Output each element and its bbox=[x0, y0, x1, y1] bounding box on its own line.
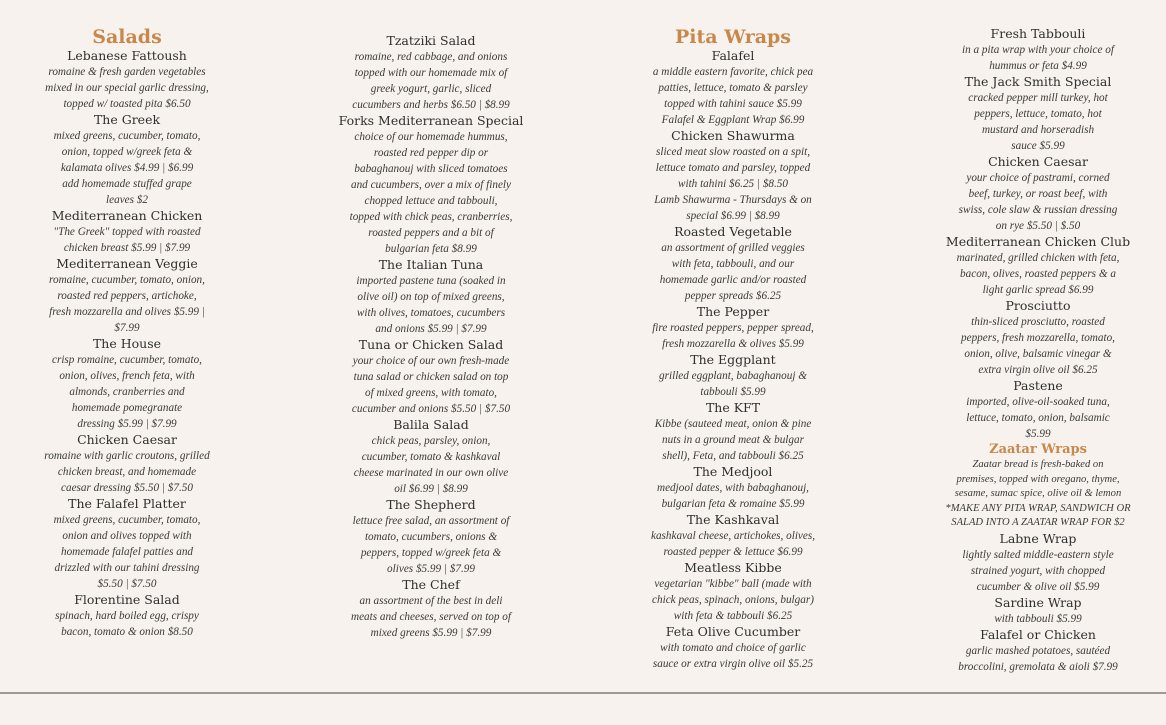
menu-item-name: The Shepherd bbox=[386, 497, 476, 512]
menu-item-description: in a pita wrap with your choice of hummus or feta $4.99 bbox=[962, 44, 1114, 72]
menu-item-description: romaine, cucumber, tomato, onion, roasted red peppers, artichoke, fresh mozzarella and olives $5.99 | $7.99 bbox=[49, 274, 205, 334]
menu-item bbox=[28, 432, 226, 496]
menu-item-name: The Chef bbox=[402, 577, 460, 592]
menu-item-description: medjool dates, with babaghanouj, bulgarian feta & romaine $5.99 bbox=[657, 482, 809, 510]
menu-item-name: The Medjool bbox=[693, 464, 773, 479]
menu-item-description: with tabbouli $5.99 bbox=[994, 612, 1082, 625]
menu-item-description: romaine & fresh garden vegetables mixed in our special garlic dressing, topped w/ toasted pita $6.50 bbox=[45, 66, 209, 110]
menu-item-description: kashkaval cheese, artichokes, olives, roasted pepper & lettuce $6.99 bbox=[650, 530, 816, 558]
menu-item-description: vegetarian "kibbe" ball (made with chick peas, spinach, onions, bulgar) with feta & tabbouli $6.25 bbox=[652, 578, 814, 622]
menu-item-name: Labne Wrap bbox=[999, 530, 1077, 546]
menu-item-description: romaine, red cabbage, and onions topped with our homemade mix of greek yogurt, garlic, sliced cucumbers and herbs $6.50 | $8.99 bbox=[352, 51, 510, 111]
menu-item-name: Tuna or Chicken Salad bbox=[358, 337, 504, 352]
menu-item-description: fire roasted peppers, pepper spread, fresh mozzarella & olives $5.99 bbox=[652, 322, 814, 350]
zaatar-wraps-note: Zaatar bread is fresh-baked on premises, topped with oregano, thyme, sesame, sumac spice, olive oil & lemon *MAKE ANY PITA WRAP, SANDWICH OR SALAD INTO A ZAATAR WRAP FOR $2 bbox=[945, 459, 1131, 528]
menu-item-description: an assortment of the best in deli meats and cheeses, served on top of mixed greens $5.99 | $7.99 bbox=[350, 595, 511, 639]
menu-item-name: Mediterranean Chicken bbox=[51, 208, 203, 223]
menu-item-name: Chicken Caesar bbox=[77, 432, 177, 447]
menu-item-name: Feta Olive Cucumber bbox=[665, 624, 801, 639]
menu-item-description: your choice of our own fresh-made tuna salad or chicken salad on top of mixed greens, with tomato, cucumber and onions $5.50 | $7.50 bbox=[351, 355, 511, 415]
pita-wraps-column bbox=[634, 26, 832, 718]
menu-item-description: a middle eastern favorite, chick pea patties, lettuce, tomato & parsley topped with tahini sauce $5.99 Falafel & Eggplant Wrap $6.99 bbox=[652, 66, 814, 126]
menu-item-name: Mediterranean Veggie bbox=[56, 256, 198, 271]
menu-item-description: "The Greek" topped with roasted chicken breast $5.99 | $7.99 bbox=[53, 226, 201, 254]
menu-item bbox=[938, 627, 1138, 675]
menu-item-description: chick peas, parsley, onion, cucumber, tomato & kashkaval cheese marinated in our own olive oil $6.99 | $8.99 bbox=[353, 435, 509, 495]
menu-item bbox=[938, 531, 1138, 595]
menu-item-name: Prosciutto bbox=[1005, 298, 1071, 313]
menu-item bbox=[332, 113, 530, 257]
menu-item-description: mixed greens, cucumber, tomato, onion, topped w/greek feta & kalamata olives $4.99 | $6.99 add homemade stuffed grape leaves $2 bbox=[53, 130, 201, 206]
salads-heading: Salads bbox=[92, 26, 162, 48]
menu-item bbox=[634, 128, 832, 224]
menu-item bbox=[938, 378, 1138, 442]
menu-item-name: Sardine Wrap bbox=[994, 594, 1082, 610]
menu-item bbox=[28, 336, 226, 432]
menu-item bbox=[634, 560, 832, 624]
menu-item-description: an assortment of grilled veggies with feta, tabbouli, and our homemade garlic and/or roasted pepper spreads $6.25 bbox=[659, 242, 807, 302]
menu-item-name: The Italian Tuna bbox=[378, 257, 484, 272]
menu-item bbox=[938, 234, 1138, 298]
menu-item bbox=[332, 257, 530, 337]
menu-item bbox=[634, 48, 832, 128]
menu-item-description: grilled eggplant, babaghanouj & tabbouli $5.99 bbox=[659, 370, 807, 398]
menu-item bbox=[28, 112, 226, 208]
menu-item-description: cracked pepper mill turkey, hot peppers, lettuce, tomato, hot mustard and horseradish sauce $5.99 bbox=[968, 92, 1108, 152]
menu-item bbox=[938, 298, 1138, 378]
zaatar-wraps-list bbox=[938, 531, 1138, 675]
menu-item bbox=[332, 417, 530, 497]
menu-item-name: The Falafel Platter bbox=[68, 496, 186, 511]
menu-item bbox=[332, 337, 530, 417]
menu-item-description: mixed greens, cucumber, tomato, onion and olives topped with homemade falafel patties and drizzled with our tahini dressing $5.50 | $7.50 bbox=[53, 514, 201, 590]
salads-column bbox=[28, 26, 226, 718]
menu-item-name: Pastene bbox=[1013, 378, 1063, 393]
menu-item-description: imported pastene tuna (soaked in olive oil) on top of mixed greens, with olives, tomatoes, cucumbers and onions $5.99 | $7.99 bbox=[356, 275, 506, 335]
menu-item-name: The KFT bbox=[705, 400, 761, 415]
menu-item-name: Chicken Shawurma bbox=[671, 128, 795, 143]
menu-item-name: Mediterranean Chicken Club bbox=[945, 234, 1131, 249]
menu-item bbox=[938, 74, 1138, 154]
menu-item-name: The Jack Smith Special bbox=[964, 74, 1112, 89]
menu-item-name: Forks Mediterranean Special bbox=[338, 113, 524, 128]
menu-item-description: lettuce free salad, an assortment of tomato, cucumbers, onions & peppers, topped w/greek feta & olives $5.99 | $7.99 bbox=[352, 515, 510, 575]
menu-item-name: The Greek bbox=[93, 112, 161, 127]
menu-item-name: Falafel bbox=[711, 48, 755, 63]
pita-wraps-list bbox=[634, 48, 832, 672]
menu-item-name: The Pepper bbox=[696, 304, 770, 319]
menu-item-description: crisp romaine, cucumber, tomato, onion, olives, french feta, with almonds, cranberries and homemade pomegranate dressing $5.99 | $7.99 bbox=[52, 354, 202, 430]
menu-item-description: garlic mashed potatoes, sautéed broccolini, gremolata & aioli $7.99 bbox=[958, 644, 1118, 673]
menu-item-name: Tzatziki Salad bbox=[386, 33, 476, 48]
menu-item bbox=[28, 48, 226, 112]
menu-item bbox=[28, 208, 226, 256]
salads-list-continued bbox=[332, 33, 530, 641]
pita-wraps-heading: Pita Wraps bbox=[675, 26, 791, 48]
menu-item-description: your choice of pastrami, corned beef, turkey, or roast beef, with swiss, cole slaw & russian dressing on rye $5.50 | $.50 bbox=[958, 172, 1118, 232]
menu-item-description: spinach, hard boiled egg, crispy bacon, tomato & onion $8.50 bbox=[55, 610, 199, 638]
menu-item bbox=[634, 400, 832, 464]
menu-item-name: Balila Salad bbox=[393, 417, 469, 432]
wraps-list-continued bbox=[938, 26, 1138, 442]
menu-item bbox=[938, 595, 1138, 627]
menu-item bbox=[634, 624, 832, 672]
menu-item bbox=[938, 154, 1138, 234]
menu-item bbox=[634, 464, 832, 512]
menu-item-description: thin-sliced prosciutto, roasted peppers, fresh mozzarella, tomato, onion, olive, balsamic vinegar & extra virgin olive oil $6.25 bbox=[961, 316, 1115, 376]
menu-item-name: Falafel or Chicken bbox=[980, 626, 1096, 642]
menu-item-name: The House bbox=[92, 336, 162, 351]
menu-item-description: marinated, grilled chicken with feta, bacon, olives, roasted peppers & a light garlic spread $6.99 bbox=[956, 252, 1120, 296]
menu-item-description: lightly salted middle-eastern style strained yogurt, with chopped cucumber & olive oil $5.99 bbox=[962, 548, 1114, 593]
wraps-column-continued bbox=[938, 26, 1138, 718]
zaatar-wraps-heading: Zaatar Wraps bbox=[989, 442, 1087, 457]
menu-item bbox=[28, 256, 226, 336]
menu-item bbox=[634, 304, 832, 352]
menu-item-name: Florentine Salad bbox=[74, 592, 180, 607]
menu-item bbox=[332, 577, 530, 641]
menu-item-description: Kibbe (sauteed meat, onion & pine nuts in a ground meat & bulgar shell), Feta, and tabbouli $6.25 bbox=[654, 418, 812, 462]
menu-item-name: The Eggplant bbox=[690, 352, 776, 367]
menu-item-name: Lebanese Fattoush bbox=[67, 48, 187, 63]
menu-item bbox=[938, 26, 1138, 74]
menu-item-description: sliced meat slow roasted on a spit, lettuce tomato and parsley, topped with tahini $6.25 | $8.50 Lamb Shawurma - Thursdays & on special $6.99 | $8.99 bbox=[654, 146, 812, 222]
menu-item-name: Fresh Tabbouli bbox=[990, 26, 1086, 41]
menu-item bbox=[634, 224, 832, 304]
salads-list bbox=[28, 48, 226, 640]
menu-item-name: Chicken Caesar bbox=[988, 154, 1088, 169]
menu-item-description: with tomato and choice of garlic sauce or extra virgin olive oil $5.25 bbox=[652, 642, 814, 670]
menu-item bbox=[634, 512, 832, 560]
salads-column-continued bbox=[332, 33, 530, 725]
menu-item-name: Roasted Vegetable bbox=[674, 224, 792, 239]
menu-item-description: romaine with garlic croutons, grilled chicken breast, and homemade caesar dressing $5.50 | $7.50 bbox=[44, 450, 210, 494]
menu-item bbox=[28, 496, 226, 592]
menu-item bbox=[28, 592, 226, 640]
menu-item-description: imported, olive-oil-soaked tuna, lettuce, tomato, onion, balsamic $5.99 bbox=[966, 396, 1110, 440]
menu-item-description: choice of our homemade hummus, roasted red pepper dip or babaghanouj with sliced tomatoes and cucumbers, over a mix of finely chopped lettuce and tabbouli, topped with chick peas, cranberries, roasted peppers and a bit of bulgarian feta $8.99 bbox=[349, 131, 513, 255]
menu-item bbox=[332, 497, 530, 577]
menu-item-name: Meatless Kibbe bbox=[684, 560, 782, 575]
menu-item-name: The Kashkaval bbox=[686, 512, 780, 527]
menu-item bbox=[634, 352, 832, 400]
menu-item bbox=[332, 33, 530, 113]
